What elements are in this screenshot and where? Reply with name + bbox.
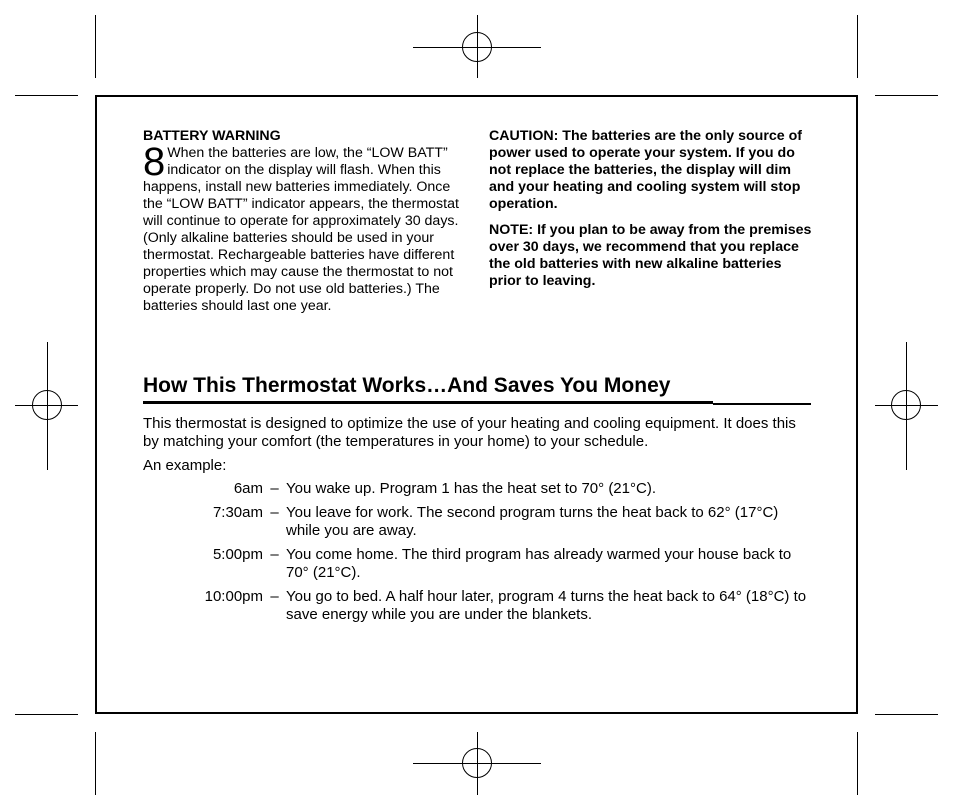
battery-warning-text: When the batteries are low, the “LOW BATT” indicator on the display will flash. When this happens, install new batteries immediately. Once the “LOW BATT” indicator appears, the thermostat will continue to operate for approximately 30 days. (Only alkaline batteries should be used in your thermostat. Rechargeable batteries have different properties which may cause the thermostat to not operate properly. Do not use old batteries.) The batteries should last one year. (143, 145, 459, 314)
schedule-time: 7:30am (212, 504, 263, 521)
crop-mark (95, 15, 96, 78)
section-intro: This thermostat is designed to optimize the use of your heating and cooling equipment. It does this by matching your comfort (the temperatures in your home) to your schedule. (143, 415, 796, 450)
schedule-row (143, 588, 815, 624)
example-label: An example: (143, 457, 227, 474)
schedule-time: 5:00pm (212, 546, 263, 563)
crop-mark (15, 95, 78, 96)
schedule-description: You wake up. Program 1 has the heat set to 70° (21°C). (286, 480, 656, 497)
battery-warning-heading: BATTERY WARNING (143, 128, 281, 144)
schedule-description: You come home. The third program has already warmed your house back to 70° (21°C). (286, 546, 792, 581)
battery-warning-body (143, 140, 473, 315)
crop-mark (15, 714, 78, 715)
heading-rule-thin (713, 403, 811, 405)
caution-column (489, 128, 814, 299)
heading-rule (143, 401, 713, 404)
schedule-list (143, 480, 815, 630)
crop-mark (95, 732, 96, 795)
schedule-row (143, 504, 815, 540)
crop-mark (875, 95, 938, 96)
schedule-time: 6am (233, 480, 263, 497)
schedule-description: You go to bed. A half hour later, program 4 turns the heat back to 64° (18°C) to save energy while you are under the blankets. (286, 588, 807, 623)
step-number: 8 (143, 140, 166, 184)
crop-mark (857, 15, 858, 78)
schedule-dash: – (270, 588, 279, 605)
schedule-time: 10:00pm (204, 588, 263, 605)
schedule-row (143, 480, 815, 498)
schedule-dash: – (270, 480, 279, 497)
schedule-description: You leave for work. The second program turns the heat back to 62° (17°C) while you are away. (286, 504, 779, 539)
battery-warning-column (143, 128, 473, 315)
schedule-dash: – (270, 504, 279, 521)
section-title: How This Thermostat Works…And Saves You Money (143, 374, 671, 397)
schedule-row (143, 546, 815, 582)
crop-mark (857, 732, 858, 795)
caution-text: CAUTION: The batteries are the only source of power used to operate your system. If you do not replace the batteries, the display will dim and your heating and cooling system will stop operation. (489, 128, 802, 212)
schedule-dash: – (270, 546, 279, 563)
note-text: NOTE: If you plan to be away from the premises over 30 days, we recommend that you replace the old batteries with new alkaline batteries prior to leaving. (489, 222, 812, 289)
crop-mark (875, 714, 938, 715)
